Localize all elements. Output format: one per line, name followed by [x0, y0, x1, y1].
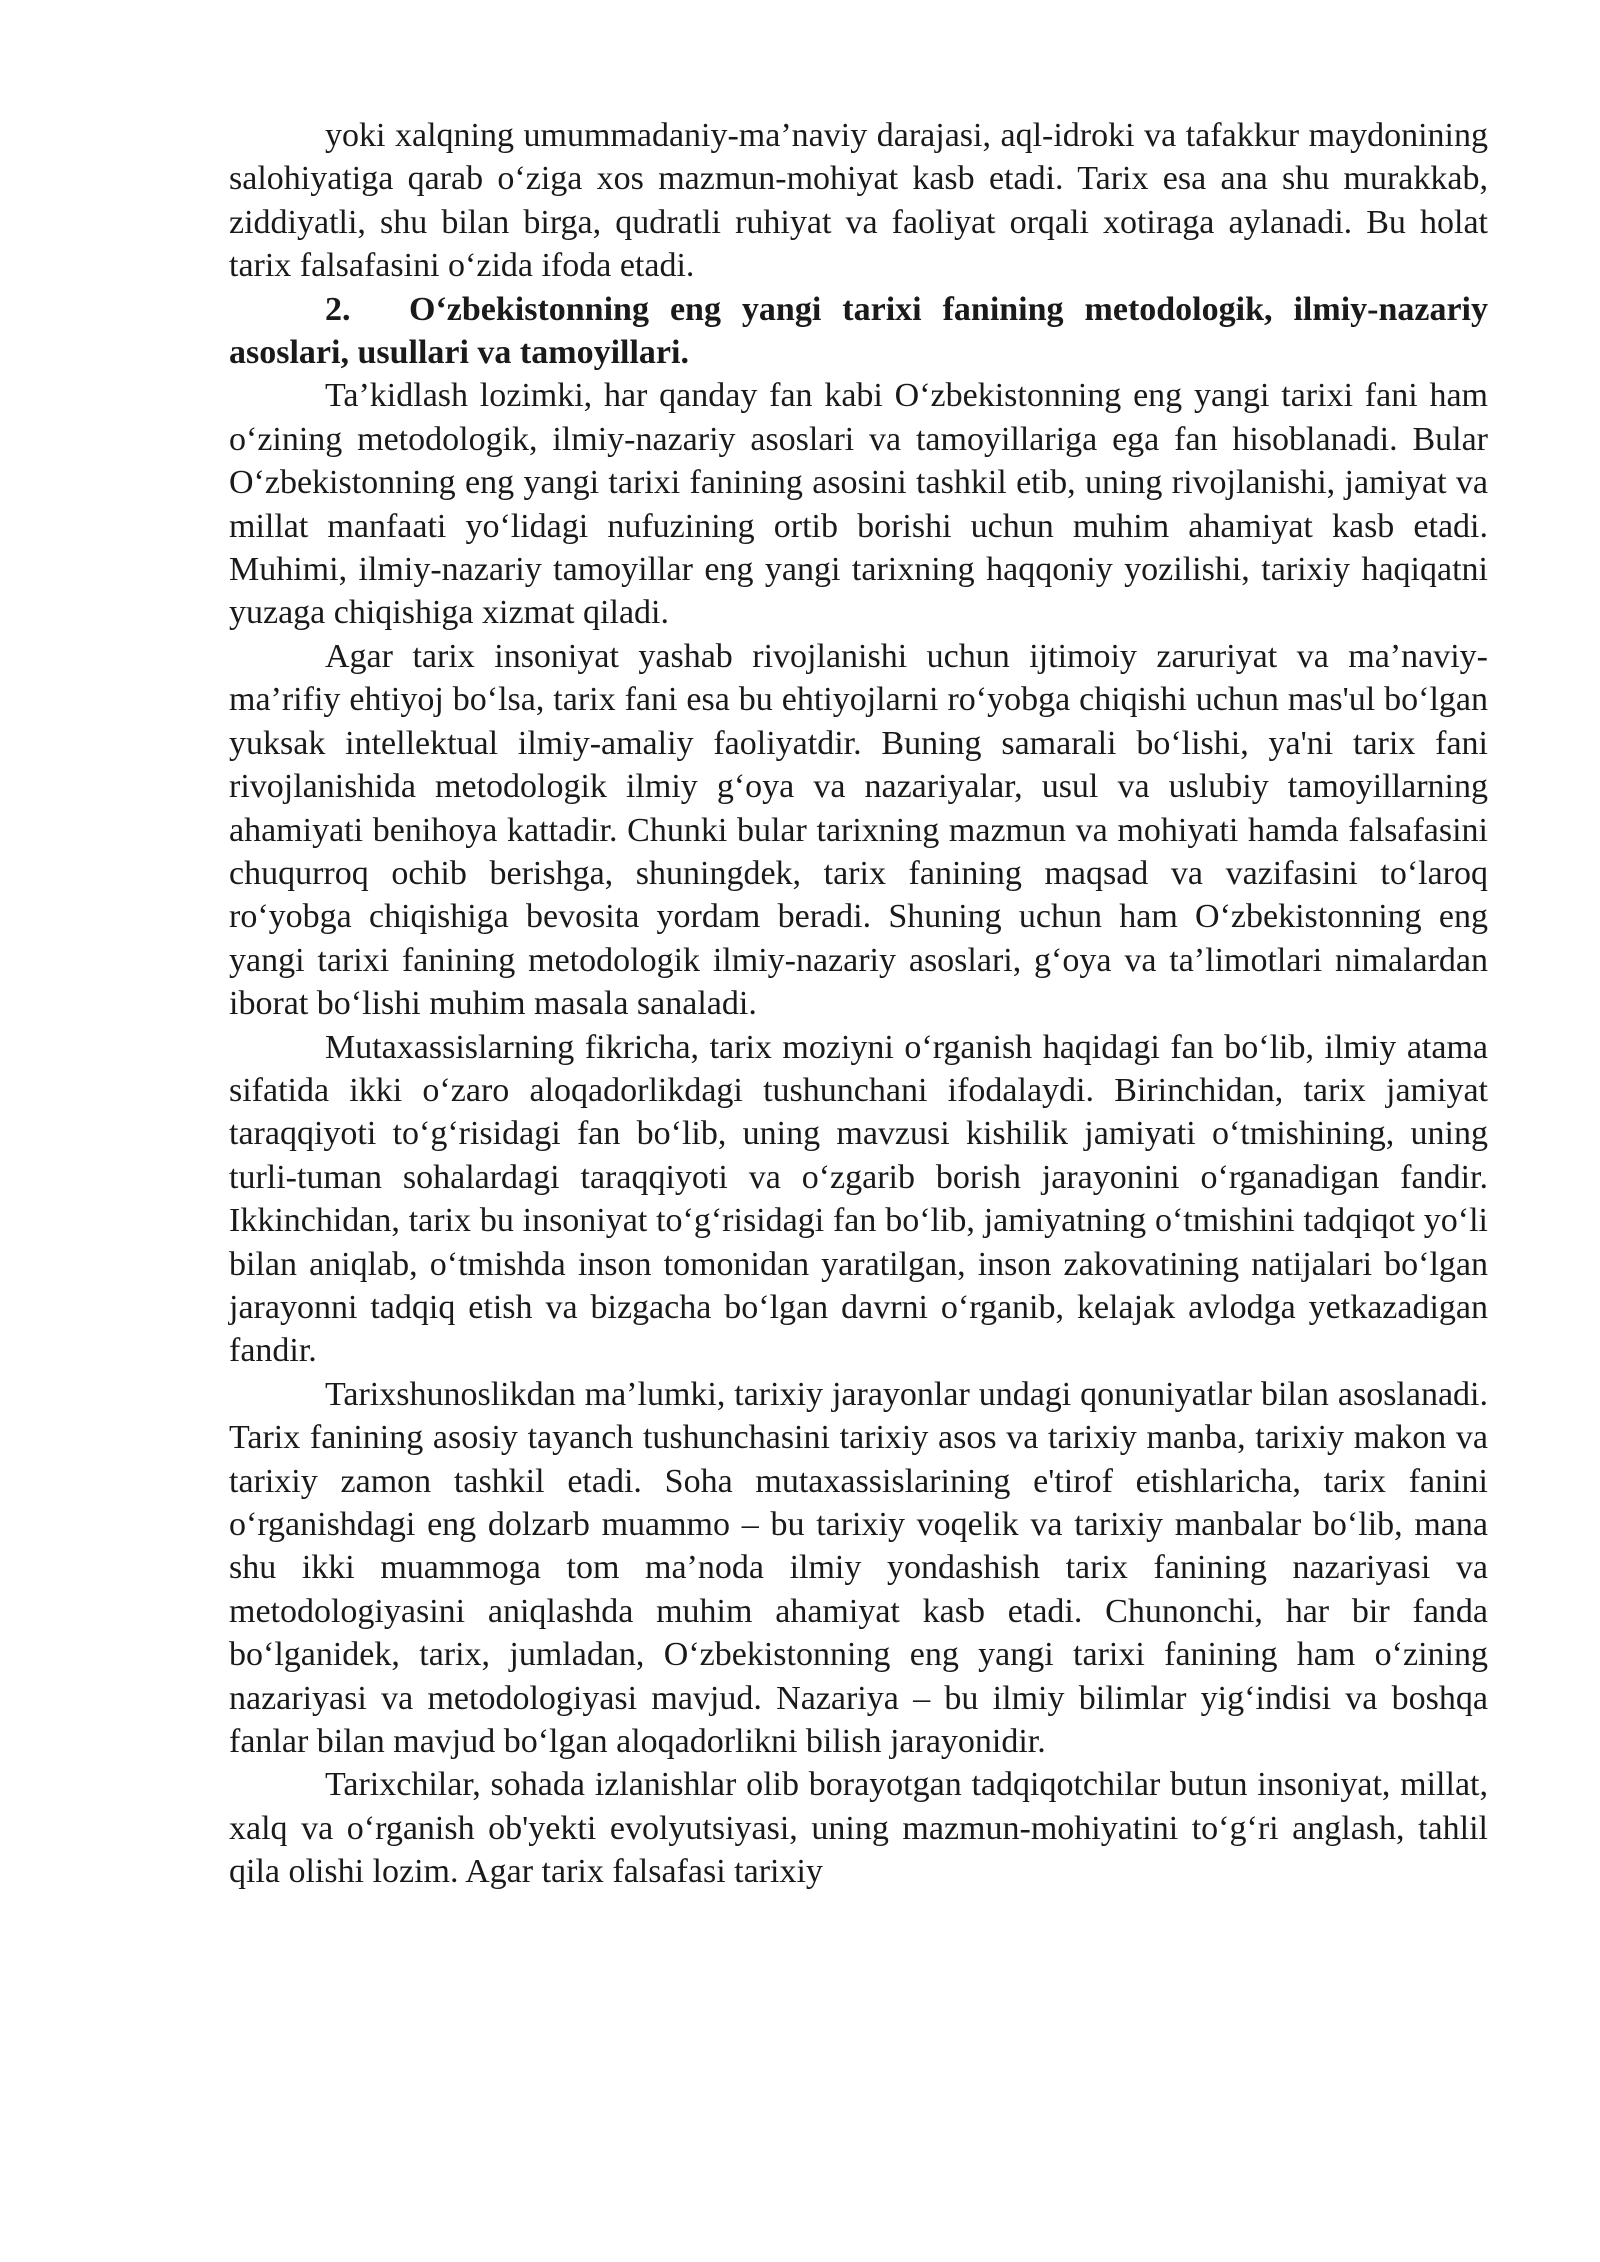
- paragraph-5: Tarixchilar, sohada izlanishlar olib borayotgan tadqiqotchilar butun insoniyat, millat, xalq va o‘rganish ob'yekti evolyutsiyasi, uning mazmun-mohiyatini to‘g‘ri anglash, tahlil qila olishi lozim. Agar tarix falsafasi tarixiy: [229, 1766, 1488, 1891]
- paragraph-2: Agar tarix insoniyat yashab rivojlanishi uchun ijtimoiy zaruriyat va ma’naviy-ma’rifiy ehtiyoj bo‘lsa, tarix fani esa bu ehtiyojlarni ro‘yobga chiqishi uchun mas'ul bo‘lgan yuksak intellektual ilmiy-amaliy faoliyatdir. Buning samarali bo‘lishi, ya'ni tarix fani rivojlanishida metodologik ilmiy g‘oya va nazariyalar, usul va uslubiy tamoyillarning ahamiyati benihoya kattadir. Chunki bular tarixning mazmun va mohiyati hamda falsafasini chuqurroq ochib berishga, shuningdek, tarix fanining maqsad va vazifasini to‘laroq ro‘yobga chiqishiga bevosita yordam beradi. Shuning uchun ham O‘zbekistonning eng yangi tarixi fanining metodologik ilmiy-nazariy asoslari, g‘oya va ta’limotlari nimalardan iborat bo‘lishi muhim masala sanaladi.: [229, 637, 1488, 1023]
- section-title: O‘zbekistonning eng yangi tarixi fanining metodologik, ilmiy-nazariy asoslari, usullari va tamoyillari.: [229, 290, 1488, 372]
- section-number: 2.: [325, 290, 351, 328]
- paragraph-1: Ta’kidlash lozimki, har qanday fan kabi O‘zbekistonning eng yangi tarixi fani ham o‘zining metodologik, ilmiy-nazariy asoslari va tamoyillariga ega fan hisoblanadi. Bular O‘zbekistonning eng yangi tarixi fanining asosini tashkil etib, uning rivojlanishi, jamiyat va millat manfaati yo‘lidagi nufuzining ortib borishi uchun muhim ahamiyat kasb etadi. Muhimi, ilmiy-nazariy tamoyillar eng yangi tarixning haqqoniy yozilishi, tarixiy haqiqatni yuzaga chiqishiga xizmat qiladi.: [229, 377, 1488, 632]
- paragraph-4: Tarixshunoslikdan ma’lumki, tarixiy jarayonlar undagi qonuniyatlar bilan asoslanadi. Tarix fanining asosiy tayanch tushunchasini tarixiy asos va tarixiy manba, tarixiy makon va tarixiy zamon tashkil etadi. Soha mutaxassislarining e'tirof etishlaricha, tarix fanini o‘rganishdagi eng dolzarb muammo – bu tarixiy voqelik va tarixiy manbalar bo‘lib, mana shu ikki muammoga tom ma’noda ilmiy yondashish tarix fanining nazariyasi va metodologiyasini aniqlashda muhim ahamiyat kasb etadi. Chunonchi, har bir fanda bo‘lganidek, tarix, jumladan, O‘zbekistonning eng yangi tarixi fanining ham o‘zining nazariyasi va metodologiyasi mavjud. Nazariya – bu ilmiy bilimlar yig‘indisi va boshqa fanlar bilan mavjud bo‘lgan aloqadorlikni bilish jarayonidir.: [229, 1375, 1488, 1761]
- section-heading: [229, 288, 1488, 375]
- paragraph-intro: yoki xalqning umummadaniy-ma’naviy darajasi, aql-idroki va tafakkur maydonining salohiyatiga qarab o‘ziga xos mazmun-mohiyat kasb etadi. Tarix esa ana shu murakkab, ziddiyatli, shu bilan birga, qudratli ruhiyat va faoliyat orqali xotiraga aylanadi. Bu holat tarix falsafasini o‘zida ifoda etadi.: [229, 117, 1488, 285]
- paragraph-3: Mutaxassislarning fikricha, tarix moziyni o‘rganish haqidagi fan bo‘lib, ilmiy atama sifatida ikki o‘zaro aloqadorlikdagi tushunchani ifodalaydi. Birinchidan, tarix jamiyat taraqqiyoti to‘g‘risidagi fan bo‘lib, uning mavzusi kishilik jamiyati o‘tmishining, uning turli-tuman sohalardagi taraqqiyoti va o‘zgarib borish jarayonini o‘rganadigan fandir. Ikkinchidan, tarix bu insoniyat to‘g‘risidagi fan bo‘lib, jamiyatning o‘tmishini tadqiqot yo‘li bilan aniqlab, o‘tmishda inson tomonidan yaratilgan, inson zakovatining natijalari bo‘lgan jarayonni tadqiq etish va bizgacha bo‘lgan davrni o‘rganib, kelajak avlodga yetkazadigan fandir.: [229, 1028, 1488, 1370]
- document-page: [229, 114, 1488, 1894]
